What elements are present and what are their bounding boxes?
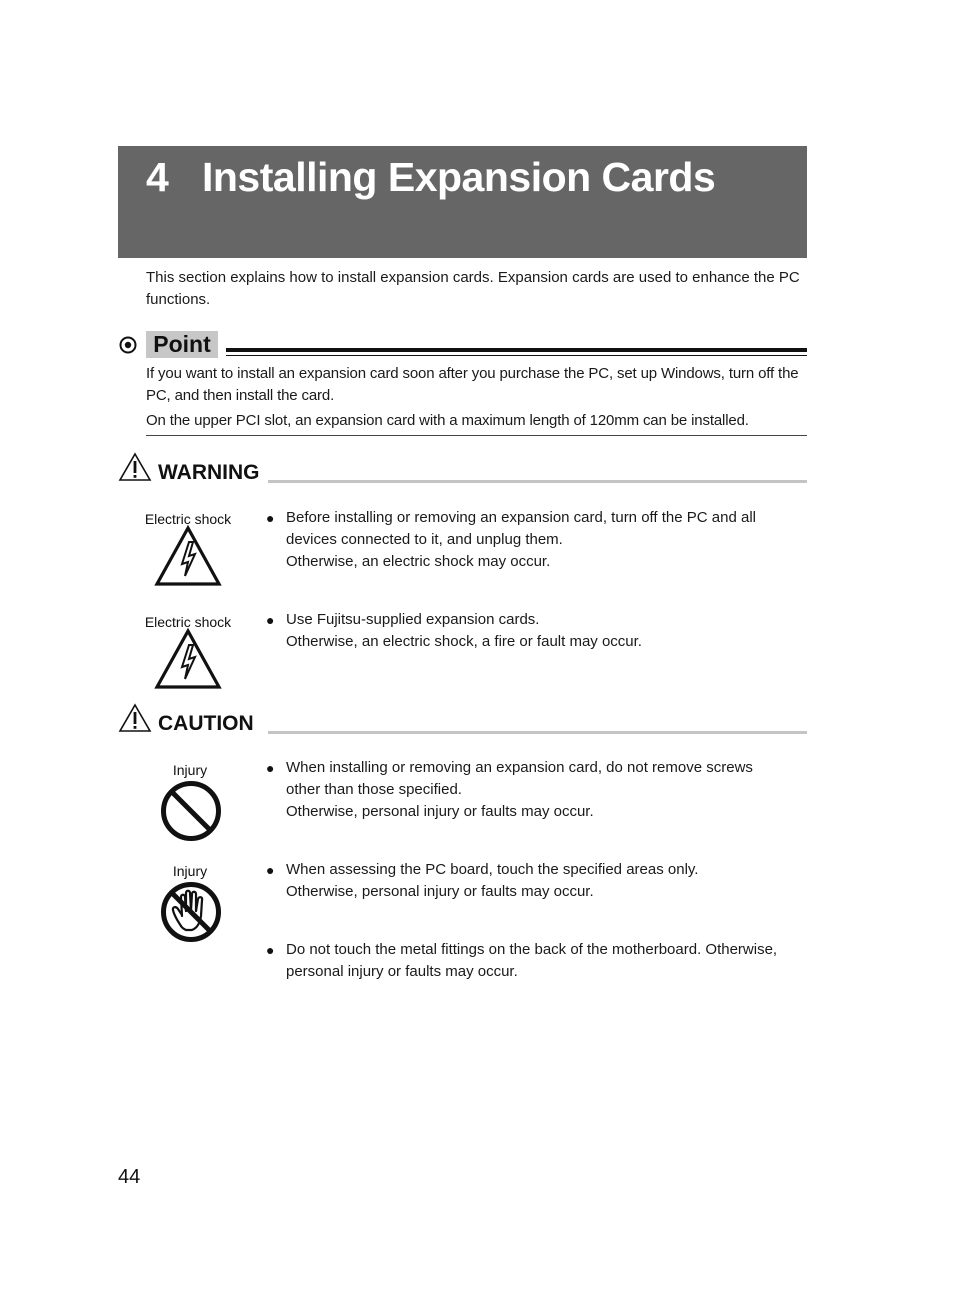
bullet-icon: ● <box>266 862 275 878</box>
warning-item-text: Otherwise, an electric shock, a fire or fault may occur. <box>286 633 642 650</box>
caution-item <box>286 859 810 903</box>
point-paragraph: On the upper PCI slot, an expansion card with a maximum length of 120mm can be installed. <box>146 412 749 429</box>
warning-item-text: Otherwise, an electric shock may occur. <box>286 553 551 570</box>
point-rule <box>226 348 807 352</box>
page-number: 44 <box>118 1166 141 1188</box>
warning-label: WARNING <box>158 461 260 484</box>
caution-item <box>286 757 786 823</box>
electric-shock-icon <box>153 524 223 588</box>
warning-item <box>286 609 810 653</box>
do-not-touch-icon <box>159 880 223 944</box>
warning-item-text: Before installing or removing an expansion card, turn off the PC and all devices connected to it, and unplug them. <box>286 509 756 548</box>
bullet-icon: ● <box>266 612 275 628</box>
bullet-icon: ● <box>266 510 275 526</box>
caution-rule <box>268 731 807 734</box>
point-paragraph: If you want to install an expansion card soon after you purchase the PC, set up Windows, turn off the PC, and then install the card. <box>146 365 799 404</box>
symbol-label: Injury <box>172 762 208 778</box>
caution-item <box>286 939 810 983</box>
caution-item-text: When installing or removing an expansion card, do not remove screws other than those specified. <box>286 759 753 798</box>
intro-paragraph <box>146 267 810 311</box>
symbol-label: Electric shock <box>144 511 232 527</box>
chapter-number: 4 <box>146 154 169 200</box>
point-rule-thin <box>226 355 807 356</box>
caution-item-text: When assessing the PC board, touch the specified areas only. <box>286 861 699 878</box>
bullet-icon: ● <box>266 760 275 776</box>
symbol-label: Electric shock <box>144 614 232 630</box>
point-bottom-rule <box>146 435 807 436</box>
point-target-icon <box>119 336 137 354</box>
caution-item-text: Do not touch the metal fittings on the back of the motherboard. Otherwise, personal injury or faults may occur. <box>286 941 778 980</box>
warning-rule <box>268 480 807 483</box>
chapter-title-text: Installing Expansion Cards <box>202 154 716 200</box>
warning-triangle-icon <box>118 452 152 482</box>
prohibited-icon <box>159 779 223 843</box>
caution-label: CAUTION <box>158 712 254 735</box>
warning-item <box>286 507 810 573</box>
symbol-label: Injury <box>172 863 208 879</box>
caution-item-text: Otherwise, personal injury or faults may occur. <box>286 883 594 900</box>
warning-item-text: Use Fujitsu-supplied expansion cards. <box>286 611 540 628</box>
caution-triangle-icon <box>118 703 152 733</box>
point-body <box>146 363 810 432</box>
bullet-icon: ● <box>266 942 275 958</box>
intro-text: This section explains how to install expansion cards. Expansion cards are used to enhance the PC functions. <box>146 269 800 308</box>
caution-item-text: Otherwise, personal injury or faults may occur. <box>286 803 594 820</box>
chapter-title <box>146 154 715 201</box>
electric-shock-icon <box>153 627 223 691</box>
point-label: Point <box>146 331 218 358</box>
